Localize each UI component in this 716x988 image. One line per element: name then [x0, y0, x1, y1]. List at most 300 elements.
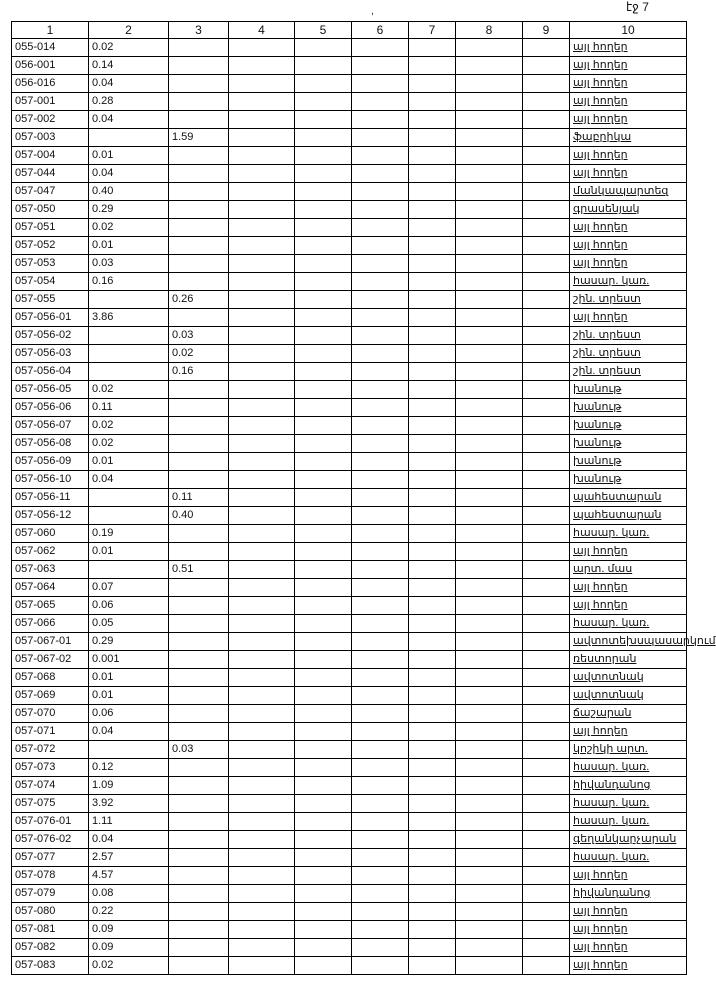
- table-cell: [409, 741, 456, 759]
- table-cell: [229, 255, 295, 273]
- table-row: [12, 831, 687, 849]
- table-cell: [295, 903, 352, 921]
- column-header-4: 4: [229, 22, 295, 39]
- table-cell: 3.92: [89, 795, 169, 813]
- table-cell: [456, 921, 523, 939]
- table-cell: [229, 579, 295, 597]
- table-cell: [456, 741, 523, 759]
- table-cell: [456, 345, 523, 363]
- table-cell: [409, 381, 456, 399]
- parcel-code-cell: 056-016: [12, 75, 89, 93]
- parcel-code-cell: 057-053: [12, 255, 89, 273]
- table-cell: 0.22: [89, 903, 169, 921]
- table-cell: [409, 849, 456, 867]
- table-cell: [409, 651, 456, 669]
- table-cell: [295, 273, 352, 291]
- table-cell: [295, 147, 352, 165]
- parcel-code-cell: 057-052: [12, 237, 89, 255]
- table-row: [12, 489, 687, 507]
- table-row: [12, 237, 687, 255]
- parcel-code-cell: 057-056-01: [12, 309, 89, 327]
- table-cell: [229, 831, 295, 849]
- table-cell: [352, 75, 409, 93]
- table-cell: 0.40: [169, 507, 229, 525]
- table-cell: 0.04: [89, 471, 169, 489]
- table-cell: [523, 813, 570, 831]
- parcel-code-cell: 057-073: [12, 759, 89, 777]
- land-use-cell: շին. տրեստ: [570, 363, 687, 381]
- table-cell: [456, 705, 523, 723]
- table-cell: [295, 309, 352, 327]
- table-cell: [456, 129, 523, 147]
- land-use-cell: ավտոտնակ: [570, 669, 687, 687]
- table-cell: [295, 939, 352, 957]
- table-cell: [352, 273, 409, 291]
- table-cell: [523, 273, 570, 291]
- table-cell: [295, 345, 352, 363]
- land-use-cell: այլ հողեր: [570, 957, 687, 975]
- land-use-cell: այլ հողեր: [570, 219, 687, 237]
- table-cell: [523, 885, 570, 903]
- land-use-cell: կոշիկի արտ.: [570, 741, 687, 759]
- table-cell: [295, 867, 352, 885]
- table-cell: [229, 795, 295, 813]
- table-cell: [229, 507, 295, 525]
- table-cell: 4.57: [89, 867, 169, 885]
- table-cell: [409, 219, 456, 237]
- table-cell: 0.05: [89, 615, 169, 633]
- table-cell: [229, 183, 295, 201]
- table-cell: [229, 291, 295, 309]
- table-row: [12, 93, 687, 111]
- parcel-code-cell: 057-054: [12, 273, 89, 291]
- table-cell: [295, 831, 352, 849]
- table-cell: [229, 723, 295, 741]
- table-cell: [456, 651, 523, 669]
- land-use-cell: այլ հողեր: [570, 939, 687, 957]
- table-cell: [456, 723, 523, 741]
- table-cell: [456, 831, 523, 849]
- parcel-code-cell: 057-072: [12, 741, 89, 759]
- table-cell: [295, 777, 352, 795]
- parcel-code-cell: 057-056-06: [12, 399, 89, 417]
- table-cell: [523, 957, 570, 975]
- table-cell: [295, 543, 352, 561]
- table-cell: [456, 111, 523, 129]
- table-cell: [352, 561, 409, 579]
- table-row: [12, 687, 687, 705]
- table-cell: 0.06: [89, 705, 169, 723]
- table-cell: [169, 705, 229, 723]
- table-cell: [409, 183, 456, 201]
- table-cell: [229, 453, 295, 471]
- table-cell: [352, 399, 409, 417]
- table-cell: [169, 939, 229, 957]
- table-cell: [523, 723, 570, 741]
- table-cell: [295, 111, 352, 129]
- table-cell: [352, 939, 409, 957]
- parcel-code-cell: 057-002: [12, 111, 89, 129]
- table-cell: [409, 93, 456, 111]
- table-cell: [409, 507, 456, 525]
- table-cell: [169, 201, 229, 219]
- table-cell: [169, 525, 229, 543]
- table-cell: [169, 543, 229, 561]
- table-cell: [229, 921, 295, 939]
- table-cell: [295, 327, 352, 345]
- table-cell: [352, 39, 409, 57]
- table-cell: 0.01: [89, 237, 169, 255]
- land-use-cell: շին. տրեստ: [570, 327, 687, 345]
- table-cell: [523, 39, 570, 57]
- parcel-code-cell: 057-067-01: [12, 633, 89, 651]
- parcel-code-cell: 057-056-11: [12, 489, 89, 507]
- parcel-code-cell: 057-065: [12, 597, 89, 615]
- table-cell: [352, 93, 409, 111]
- land-use-cell: ավտոտնակ: [570, 687, 687, 705]
- table-cell: [523, 867, 570, 885]
- table-cell: [456, 561, 523, 579]
- table-row: [12, 381, 687, 399]
- table-cell: [456, 507, 523, 525]
- table-cell: [295, 255, 352, 273]
- table-cell: [456, 417, 523, 435]
- table-cell: [169, 453, 229, 471]
- land-use-cell: շին. տրեստ: [570, 345, 687, 363]
- table-row: [12, 795, 687, 813]
- table-cell: [409, 669, 456, 687]
- table-cell: [229, 651, 295, 669]
- table-cell: [89, 345, 169, 363]
- table-row: [12, 903, 687, 921]
- table-cell: [352, 345, 409, 363]
- table-cell: [409, 327, 456, 345]
- land-use-cell: այլ հողեր: [570, 723, 687, 741]
- table-cell: 0.29: [89, 201, 169, 219]
- table-cell: [295, 219, 352, 237]
- table-cell: [229, 129, 295, 147]
- table-row: [12, 399, 687, 417]
- table-cell: [352, 453, 409, 471]
- table-row: [12, 75, 687, 93]
- table-cell: 0.09: [89, 921, 169, 939]
- table-cell: [229, 237, 295, 255]
- table-cell: [456, 183, 523, 201]
- table-row: [12, 219, 687, 237]
- table-cell: [229, 777, 295, 795]
- table-cell: [523, 327, 570, 345]
- table-cell: 0.51: [169, 561, 229, 579]
- table-cell: [456, 39, 523, 57]
- table-cell: [456, 309, 523, 327]
- column-header-2: 2: [89, 22, 169, 39]
- land-use-cell: ավտոտեխսպասարկում: [570, 633, 687, 651]
- table-cell: [169, 435, 229, 453]
- table-row: [12, 669, 687, 687]
- table-cell: [456, 147, 523, 165]
- table-cell: 0.04: [89, 723, 169, 741]
- table-cell: [229, 219, 295, 237]
- table-cell: [169, 399, 229, 417]
- table-row: [12, 543, 687, 561]
- land-use-cell: խանութ: [570, 471, 687, 489]
- table-row: [12, 723, 687, 741]
- table-cell: [89, 489, 169, 507]
- table-row: [12, 255, 687, 273]
- table-cell: [352, 219, 409, 237]
- table-cell: [169, 615, 229, 633]
- table-cell: [523, 651, 570, 669]
- table-cell: [523, 759, 570, 777]
- table-cell: [523, 471, 570, 489]
- table-cell: [523, 417, 570, 435]
- table-cell: [295, 813, 352, 831]
- parcel-code-cell: 057-079: [12, 885, 89, 903]
- table-cell: [169, 813, 229, 831]
- table-cell: [456, 867, 523, 885]
- table-row: [12, 759, 687, 777]
- table-cell: [169, 39, 229, 57]
- table-cell: [295, 381, 352, 399]
- table-cell: [409, 417, 456, 435]
- table-cell: [456, 219, 523, 237]
- parcel-code-cell: 057-082: [12, 939, 89, 957]
- table-cell: [352, 543, 409, 561]
- parcel-code-cell: 057-056-02: [12, 327, 89, 345]
- parcel-code-cell: 057-060: [12, 525, 89, 543]
- table-cell: [409, 147, 456, 165]
- table-row: [12, 561, 687, 579]
- table-cell: [229, 939, 295, 957]
- table-cell: [169, 417, 229, 435]
- table-cell: [523, 201, 570, 219]
- table-cell: [352, 435, 409, 453]
- table-cell: [523, 363, 570, 381]
- table-cell: [89, 507, 169, 525]
- table-cell: [352, 201, 409, 219]
- table-cell: [523, 921, 570, 939]
- table-cell: [169, 273, 229, 291]
- column-header-6: 6: [352, 22, 409, 39]
- table-cell: [523, 399, 570, 417]
- parcel-code-cell: 057-074: [12, 777, 89, 795]
- table-cell: [169, 651, 229, 669]
- table-cell: [229, 741, 295, 759]
- table-cell: [352, 705, 409, 723]
- table-cell: [229, 435, 295, 453]
- table-cell: 0.02: [89, 417, 169, 435]
- table-row: [12, 867, 687, 885]
- parcel-code-cell: 057-080: [12, 903, 89, 921]
- table-cell: [523, 147, 570, 165]
- table-cell: [295, 129, 352, 147]
- table-cell: [409, 795, 456, 813]
- table-cell: [229, 633, 295, 651]
- table-cell: [409, 831, 456, 849]
- parcel-code-cell: 057-063: [12, 561, 89, 579]
- table-cell: [456, 687, 523, 705]
- table-cell: [229, 705, 295, 723]
- table-cell: [409, 525, 456, 543]
- table-row: [12, 579, 687, 597]
- table-cell: [352, 507, 409, 525]
- table-cell: [409, 435, 456, 453]
- column-header-10: 10: [570, 22, 687, 39]
- parcel-code-cell: 057-051: [12, 219, 89, 237]
- table-cell: [409, 579, 456, 597]
- table-cell: [409, 561, 456, 579]
- table-cell: [169, 93, 229, 111]
- table-row: [12, 813, 687, 831]
- table-cell: [456, 291, 523, 309]
- table-cell: 0.06: [89, 597, 169, 615]
- table-cell: [169, 597, 229, 615]
- table-row: [12, 165, 687, 183]
- table-cell: [295, 687, 352, 705]
- table-cell: [295, 705, 352, 723]
- table-cell: [352, 921, 409, 939]
- table-cell: [409, 39, 456, 57]
- parcel-code-cell: 057-077: [12, 849, 89, 867]
- table-cell: [523, 669, 570, 687]
- table-cell: [456, 327, 523, 345]
- table-cell: 0.02: [169, 345, 229, 363]
- table-cell: [169, 57, 229, 75]
- table-cell: [523, 687, 570, 705]
- table-cell: [295, 201, 352, 219]
- table-cell: 0.40: [89, 183, 169, 201]
- table-cell: [295, 885, 352, 903]
- table-cell: [352, 309, 409, 327]
- table-cell: [229, 849, 295, 867]
- table-cell: [352, 183, 409, 201]
- land-use-cell: այլ հողեր: [570, 237, 687, 255]
- table-cell: [409, 111, 456, 129]
- parcel-code-cell: 057-062: [12, 543, 89, 561]
- table-cell: [295, 957, 352, 975]
- table-cell: [295, 363, 352, 381]
- table-cell: [456, 813, 523, 831]
- table-cell: [409, 633, 456, 651]
- table-cell: [229, 165, 295, 183]
- land-use-cell: հասար. կառ.: [570, 525, 687, 543]
- parcel-code-cell: 057-056-08: [12, 435, 89, 453]
- table-cell: [456, 579, 523, 597]
- land-use-cell: հասար. կառ.: [570, 849, 687, 867]
- table-cell: [523, 255, 570, 273]
- table-cell: [352, 57, 409, 75]
- table-row: [12, 345, 687, 363]
- table-cell: [229, 669, 295, 687]
- table-cell: 0.16: [89, 273, 169, 291]
- table-cell: [169, 219, 229, 237]
- table-cell: [456, 75, 523, 93]
- table-cell: [352, 237, 409, 255]
- table-cell: [169, 687, 229, 705]
- land-use-cell: այլ հողեր: [570, 579, 687, 597]
- table-cell: [229, 525, 295, 543]
- table-cell: [456, 165, 523, 183]
- parcel-code-cell: 057-067-02: [12, 651, 89, 669]
- table-cell: [409, 543, 456, 561]
- table-cell: 0.02: [89, 381, 169, 399]
- parcel-code-cell: 057-050: [12, 201, 89, 219]
- table-cell: [295, 237, 352, 255]
- table-cell: [456, 957, 523, 975]
- table-cell: [352, 831, 409, 849]
- land-use-cell: խանութ: [570, 435, 687, 453]
- table-cell: [352, 489, 409, 507]
- table-row: [12, 885, 687, 903]
- table-cell: [229, 903, 295, 921]
- table-cell: [229, 561, 295, 579]
- parcel-code-cell: 057-056-10: [12, 471, 89, 489]
- table-row: [12, 741, 687, 759]
- table-cell: [295, 471, 352, 489]
- parcel-code-cell: 057-075: [12, 795, 89, 813]
- table-cell: [409, 885, 456, 903]
- table-row: [12, 183, 687, 201]
- table-cell: 0.01: [89, 669, 169, 687]
- land-use-cell: հասար. կառ.: [570, 813, 687, 831]
- land-use-cell: այլ հողեր: [570, 75, 687, 93]
- table-cell: [409, 273, 456, 291]
- table-cell: [523, 633, 570, 651]
- table-cell: [295, 633, 352, 651]
- table-cell: 0.14: [89, 57, 169, 75]
- land-use-cell: այլ հողեր: [570, 93, 687, 111]
- table-cell: [295, 417, 352, 435]
- table-cell: [169, 75, 229, 93]
- table-row: [12, 615, 687, 633]
- table-cell: [229, 687, 295, 705]
- table-cell: [169, 633, 229, 651]
- table-cell: [456, 633, 523, 651]
- land-use-cell: այլ հողեր: [570, 111, 687, 129]
- land-use-cell: գեղանկարչարան: [570, 831, 687, 849]
- land-register-table: [11, 21, 716, 975]
- table-cell: [523, 309, 570, 327]
- table-row: [12, 129, 687, 147]
- table-cell: [352, 813, 409, 831]
- table-cell: [523, 849, 570, 867]
- table-cell: [352, 633, 409, 651]
- table-body: [12, 39, 716, 975]
- parcel-code-cell: 056-001: [12, 57, 89, 75]
- table-cell: 0.11: [89, 399, 169, 417]
- table-cell: [295, 75, 352, 93]
- table-cell: [229, 615, 295, 633]
- land-use-cell: այլ հողեր: [570, 147, 687, 165]
- table-cell: [89, 561, 169, 579]
- table-cell: [295, 759, 352, 777]
- table-cell: [352, 129, 409, 147]
- table-cell: [352, 723, 409, 741]
- table-cell: 0.01: [89, 543, 169, 561]
- table-cell: [352, 795, 409, 813]
- table-cell: [523, 453, 570, 471]
- table-row: [12, 39, 687, 57]
- table-cell: [169, 309, 229, 327]
- table-cell: [523, 111, 570, 129]
- table-cell: [523, 165, 570, 183]
- table-cell: 0.001: [89, 651, 169, 669]
- table-cell: [229, 885, 295, 903]
- table-cell: [523, 219, 570, 237]
- table-cell: [456, 399, 523, 417]
- table-cell: [523, 129, 570, 147]
- table-cell: 0.19: [89, 525, 169, 543]
